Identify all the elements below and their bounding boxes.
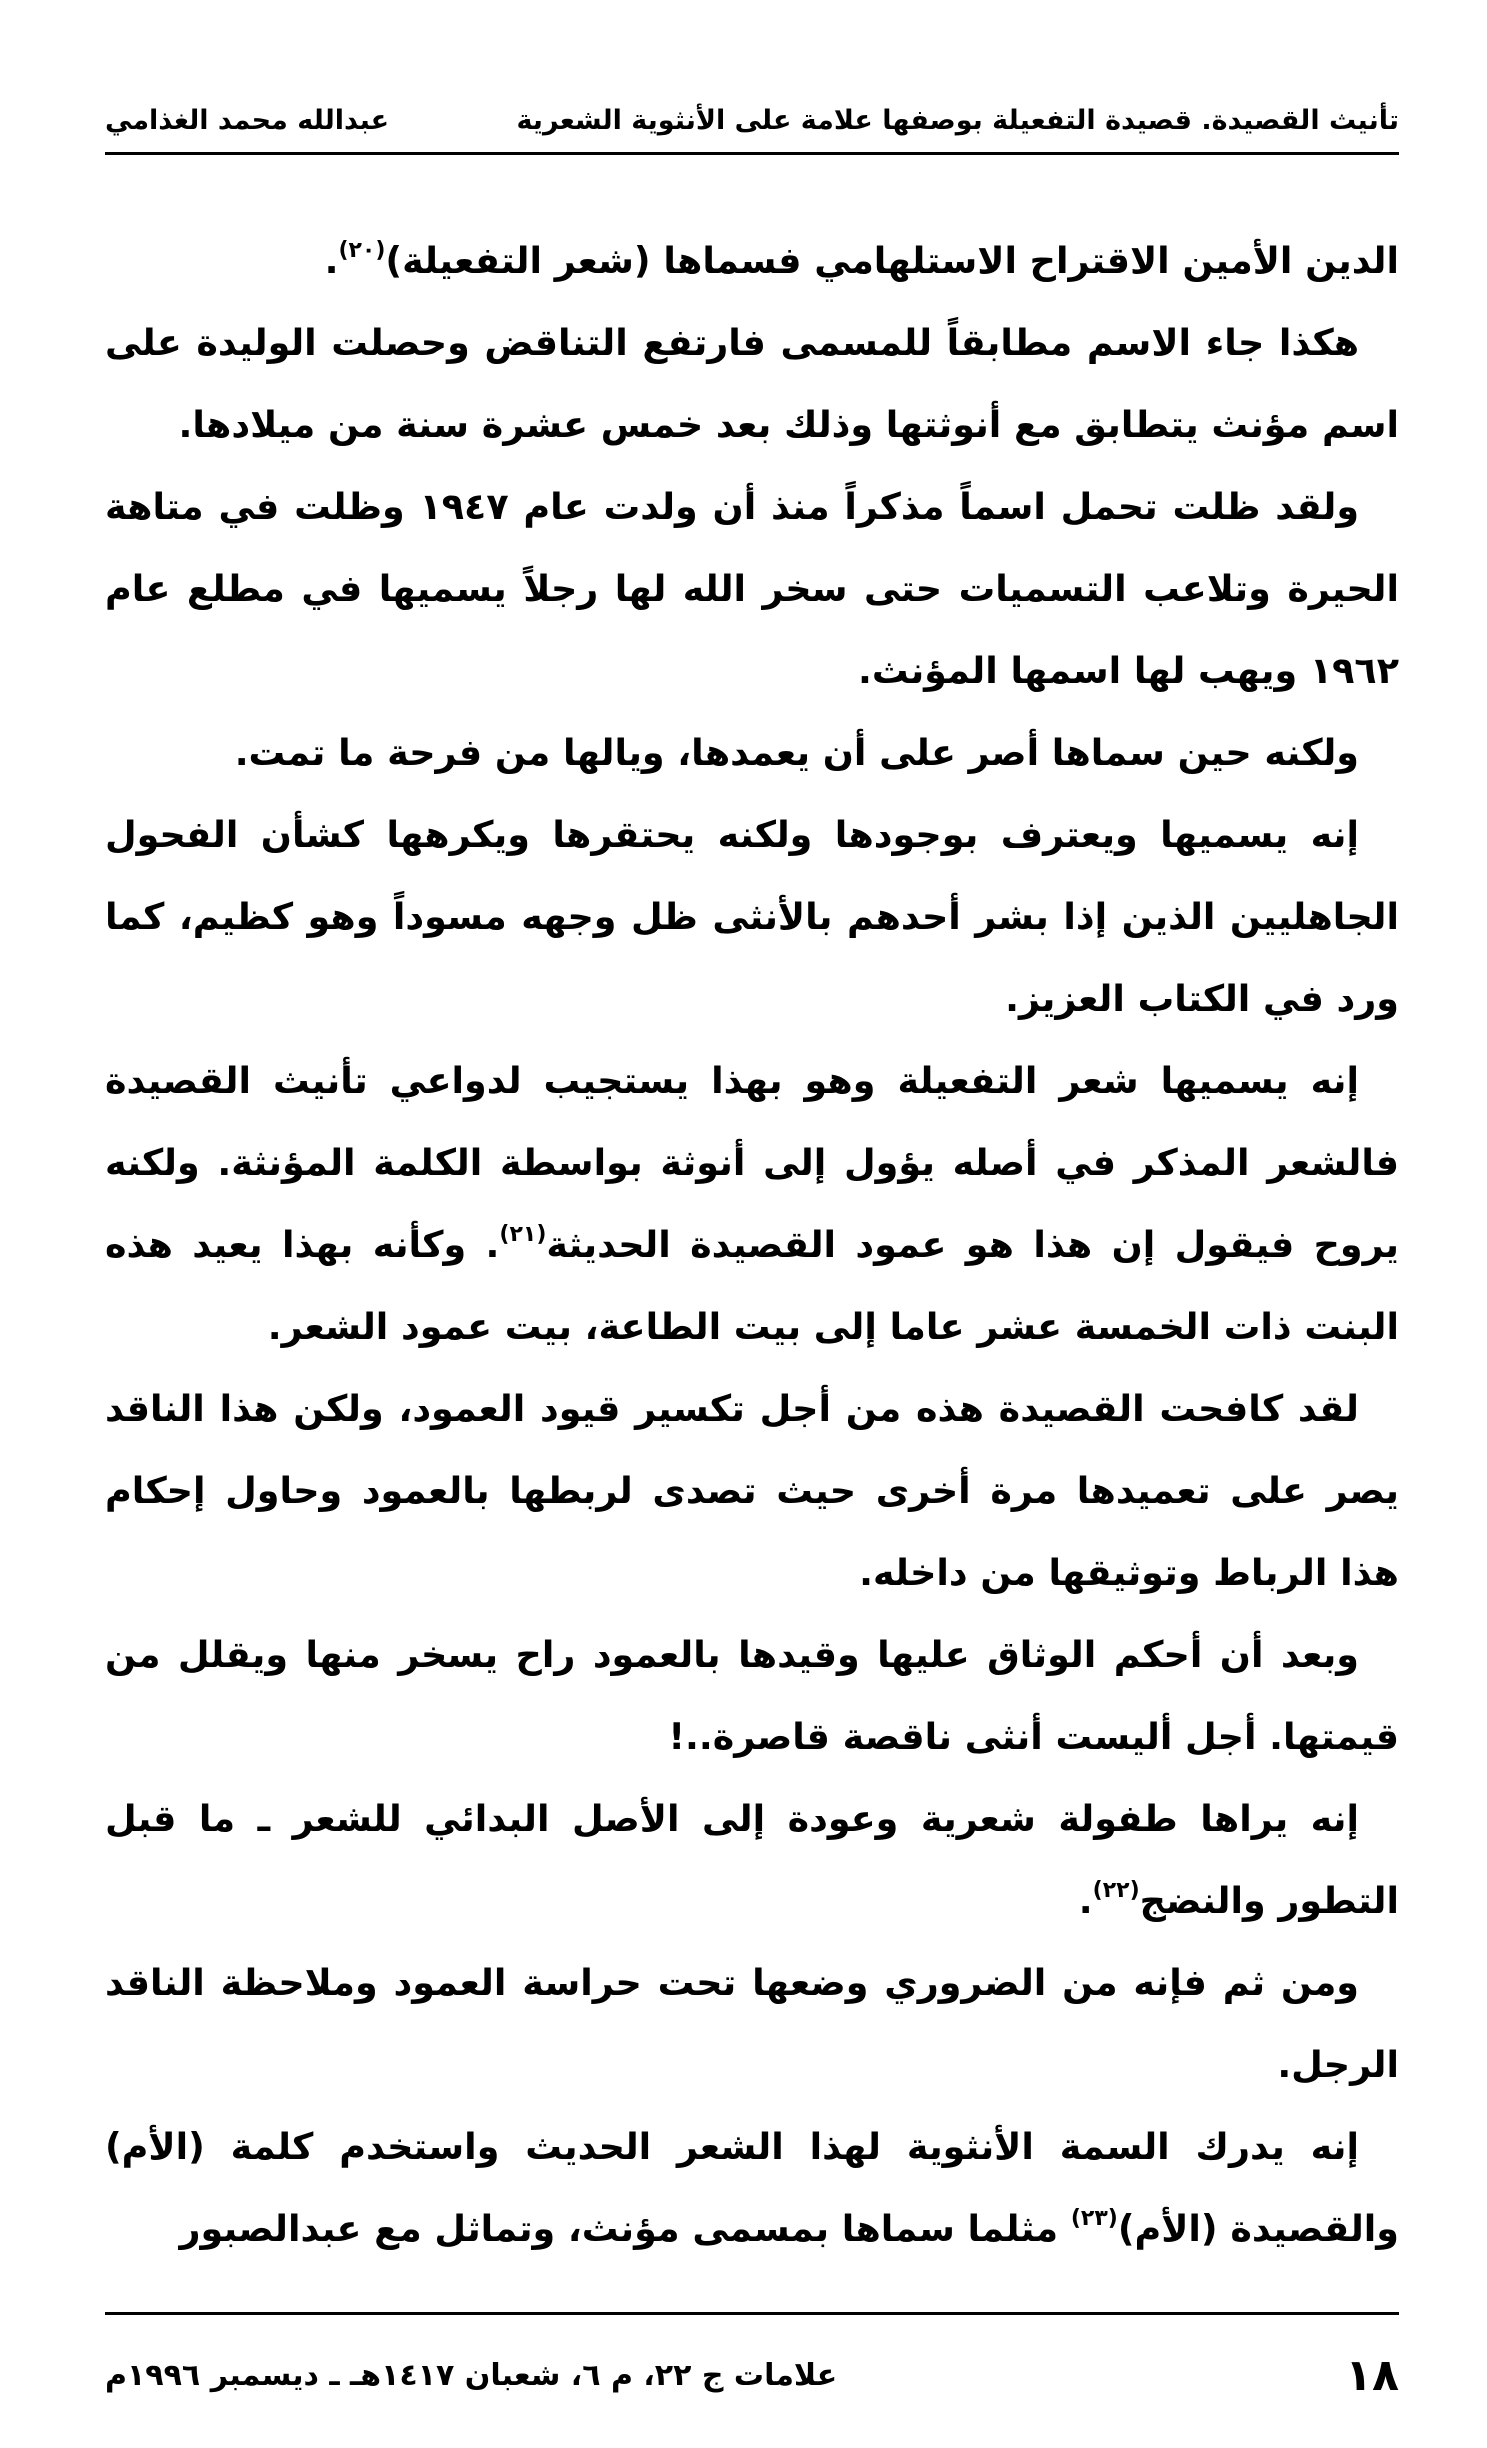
page-number: ١٨ <box>1345 2349 1399 2401</box>
running-footer <box>105 2340 1399 2410</box>
journal-citation: علامات ج ٢٢، م ٦، شعبان ١٤١٧هـ ـ ديسمبر ١٩٩٦م <box>105 2357 838 2393</box>
paragraph-6: إنه يسميها شعر التفعيلة وهو بهذا يستجيب لدواعي تأنيث القصيدة فالشعر المذكر في أصله يؤول إلى أنوثة بواسطة الكلمة المؤنثة. ولكنه يروح فيقول إن هذا هو عمود القصيدة الحديثة$^{(٢١)}$. وكأنه بهذا يعيد هذه البنت ذات الخمسة عشر عاما إلى بيت الطاعة، بيت عمود الشعر. <box>105 1059 1400 1348</box>
paragraph-3: ولقد ظلت تحمل اسماً مذكراً منذ أن ولدت عام ١٩٤٧ وظلت في متاهة الحيرة وتلاعب التسميات حتى سخر الله لها رجلاً يسميها في مطلع عام ١٩٦٢ ويهب لها اسمها المؤنث. <box>105 485 1399 692</box>
footnote-ref-23: (٢٣) <box>1070 2206 1118 2231</box>
paragraph-11: إنه يدرك السمة الأنثوية لهذا الشعر الحديث واستخدم كلمة (الأم) والقصيدة (الأم)$^{(٢٣)}$ مثلما سماها بمسمى مؤنث، وتماثل مع عبدالصبور <box>105 2125 1399 2250</box>
footnote-ref-20: (٢٠) <box>338 238 386 263</box>
footer-divider <box>105 2312 1399 2315</box>
paragraph-9: إنه يراها طفولة شعرية وعودة إلى الأصل البدائي للشعر ـ ما قبل التطور والنضج$^{(٢٢)}$. <box>105 1797 1399 1922</box>
paragraph-1: الدين الأمين الاقتراح الاستلهامي فسماها (شعر التفعيلة)$^{(٢٠)}$. <box>324 238 1399 282</box>
body-text <box>105 220 1399 2270</box>
paragraph-5: إنه يسميها ويعترف بوجودها ولكنه يحتقرها ويكرهها كشأن الفحول الجاهليين الذين إذا بشر أحدهم بالأنثى ظل وجهه مسوداً وهو كظيم، كما ورد في الكتاب العزيز. <box>105 813 1399 1020</box>
footnote-ref-22: (٢٢) <box>1092 1878 1140 1903</box>
article-title: تأنيث القصيدة. قصيدة التفعيلة بوصفها علامة على الأنثوية الشعرية <box>516 104 1399 136</box>
paragraph-2: هكذا جاء الاسم مطابقاً للمسمى فارتفع التناقض وحصلت الوليدة على اسم مؤنث يتطابق مع أنوثتها وذلك بعد خمس عشرة سنة من ميلادها. <box>105 321 1399 446</box>
author-name: عبدالله محمد الغذامي <box>105 104 390 136</box>
paragraph-8: وبعد أن أحكم الوثاق عليها وقيدها بالعمود راح يسخر منها ويقلل من قيمتها. أجل أليست أنثى ناقصة قاصرة..! <box>105 1633 1399 1758</box>
paragraph-4: ولكنه حين سماها أصر على أن يعمدها، ويالها من فرحة ما تمت. <box>234 731 1359 774</box>
header-divider <box>105 152 1399 155</box>
footnote-ref-21: (٢١) <box>499 1222 547 1247</box>
paragraph-10: ومن ثم فإنه من الضروري وضعها تحت حراسة العمود وملاحظة الناقد الرجل. <box>105 1961 1399 2086</box>
paragraph-7: لقد كافحت القصيدة هذه من أجل تكسير قيود العمود، ولكن هذا الناقد يصر على تعميدها مرة أخرى حيث تصدى لربطها بالعمود وحاول إحكام هذا الرباط وتوثيقها من داخله. <box>105 1387 1399 1594</box>
running-header <box>105 90 1399 150</box>
